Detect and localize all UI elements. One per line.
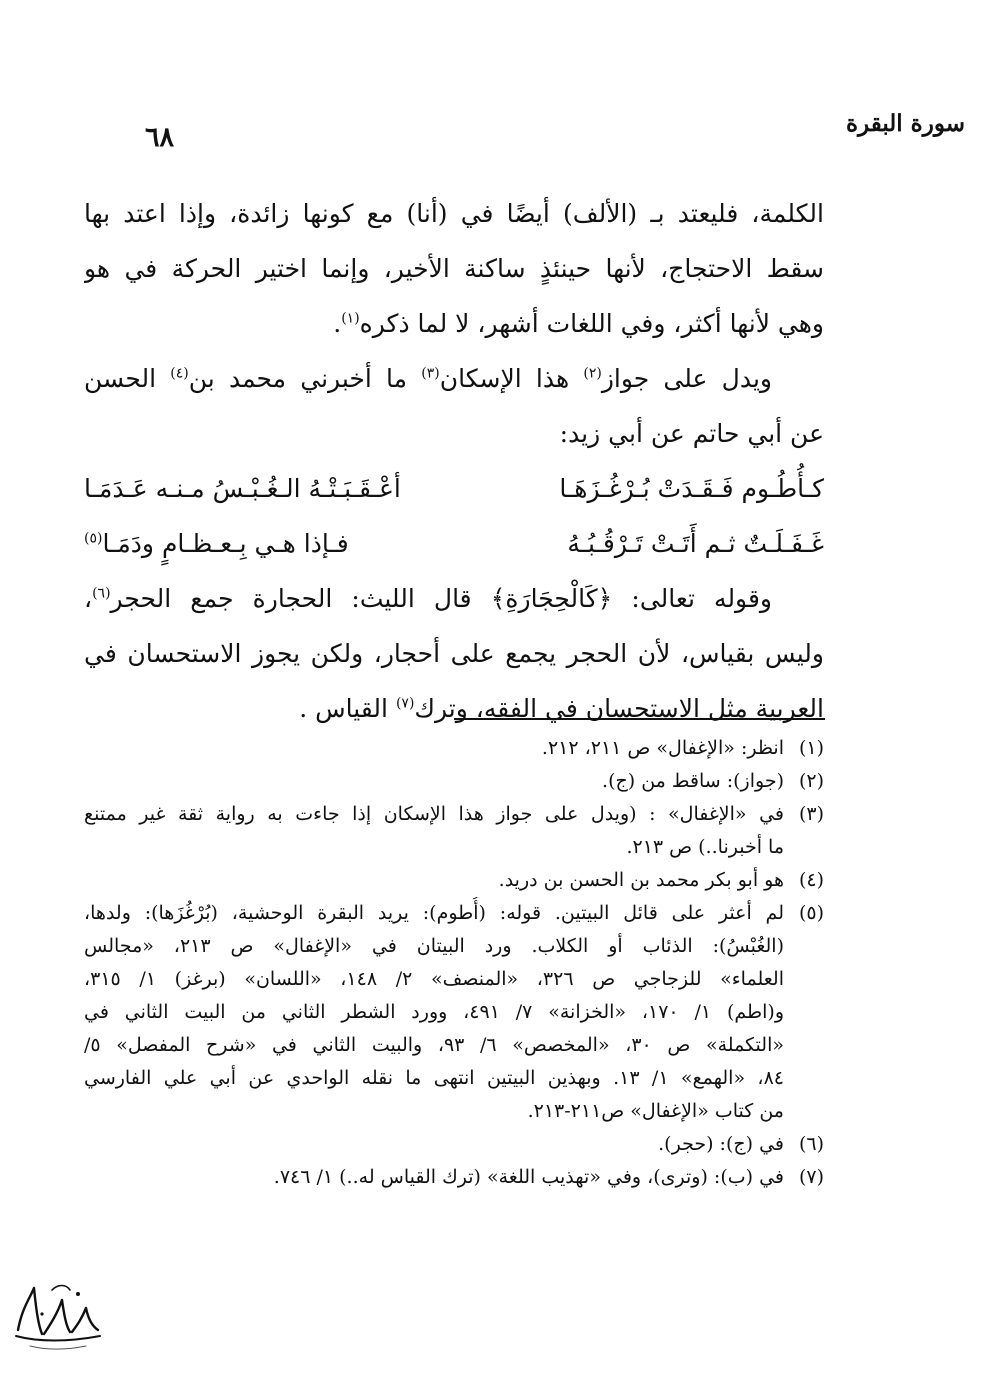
footnote-marker: (٥) <box>798 902 824 924</box>
footnote-item <box>84 1128 824 1161</box>
footnote-item <box>84 864 824 897</box>
main-line-text: القياس . <box>299 694 396 723</box>
surah-title: سورة البقرة <box>845 110 965 137</box>
main-line-text: ، <box>84 584 93 613</box>
footnote-ref: (١) <box>341 310 360 327</box>
footnote-line: في «الإغفال» : (ويدل على جواز هذا الإسكان إذا جاءت به رواية ثقة غير ممتنع <box>84 803 784 825</box>
footnote-line: (الغُبْسُ): الذئاب أو الكلاب. ورد البيتان في «الإغفال» ص ٢١٣، «مجالس <box>84 935 784 957</box>
main-line <box>84 626 824 681</box>
footnote-line: و(اطم) ١/ ١٧٠، «الخزانة» ٧/ ٤٩١، وورد الشطر الثاني من البيت الثاني في <box>84 1001 784 1023</box>
footnote-divider <box>454 718 825 720</box>
footnote-line: في (ب): (وترى)، وفي «تهذيب اللغة» (ترك القياس له..) ١/ ٧٤٦. <box>273 1166 784 1188</box>
main-line-text: الكلمة، فليعتد بـ (الألف) أيضًا في (أنا) مع كونها زائدة، وإذا اعتد بها <box>84 199 824 228</box>
verse-first-hemistich: غَـفَـلَـتٌ ثـم أَتَـتْ تَـرْقُـبُـهُ <box>567 529 824 558</box>
main-line-text: ويدل على جواز <box>601 364 772 393</box>
footnote-line: انظر: «الإغفال» ص ٢١١، ٢١٢. <box>541 737 784 759</box>
footnote-body <box>84 897 784 1128</box>
footnote-ref: (٢) <box>583 365 602 382</box>
footnote-line: (جواز): ساقط من (ج). <box>602 770 784 792</box>
footnote-body <box>84 1161 784 1194</box>
footnote-body <box>84 864 784 897</box>
main-line-text: العربية مثل الاستحسان في الفقه، وترك <box>414 694 824 723</box>
poem-verse <box>84 516 824 571</box>
footnote-item <box>84 732 824 765</box>
footnote-ref: (٣) <box>421 365 440 382</box>
main-line <box>84 241 824 296</box>
page-number: ٦٨ <box>145 122 175 153</box>
main-line-text: هذا الإسكان <box>439 364 584 393</box>
footnote-item <box>84 1161 824 1194</box>
main-line-text: وليس بقياس، لأن الحجر يجمع على أحجار، ولكن يجوز الاستحسان في <box>84 639 824 668</box>
footnote-marker: (٤) <box>798 869 824 891</box>
main-line-text: سقط الاحتجاج، لأنها حينئذٍ ساكنة الأخير، وإنما اختير الحركة في هو <box>84 254 824 283</box>
main-line <box>84 406 824 461</box>
footnote-marker: (٣) <box>798 803 824 825</box>
footnote-item <box>84 798 824 864</box>
footnote-ref: (٥) <box>84 530 103 547</box>
footnote-body <box>84 1128 784 1161</box>
footnote-line: هو أبو بكر محمد بن الحسن بن دريد. <box>498 869 784 891</box>
main-line-text: وقوله تعالى: ﴿كَالْحِجَارَةِ﴾ قال الليث: الحجارة جمع الحجر <box>110 584 772 613</box>
footnote-line: العلماء» للزجاجي ص ٣٢٦، «المنصف» ٢/ ١٤٨، «اللسان» (برغز) ١/ ٣١٥، <box>84 968 784 990</box>
poem-verse <box>84 461 824 516</box>
main-line-text: وهي لأنها أكثر، وفي اللغات أشهر، لا لما ذكره <box>359 309 824 338</box>
verse-second-hemistich: أعْـقَـبَـتْـهُ الـغُـبْـسُ مـنـه عَـدَمَـا <box>84 474 401 503</box>
footnote-line: ما أخبرنا..) ص ٢١٣. <box>626 836 784 858</box>
main-line-text: الحسن <box>84 364 171 393</box>
footnote-marker: (٢) <box>798 770 824 792</box>
verse-first-hemistich: كـأُطُـوم فَـقَـدَتْ بُـرْغُـزَهَـا <box>559 474 824 503</box>
main-line-text: عن أبي حاتم عن أبي زيد: <box>559 419 824 448</box>
main-line <box>84 296 824 351</box>
footnote-body <box>84 765 784 798</box>
verse-text: فـإذا هـي بِـعـظـامٍ ودَمَـا <box>102 529 349 558</box>
main-line-text: . <box>333 309 342 338</box>
footnotes <box>84 732 824 1194</box>
main-line <box>84 186 824 241</box>
main-text <box>84 186 824 736</box>
footnote-line: «التكملة» ص ٣٠، «المخصص» ٦/ ٩٣، والبيت الثاني في «شرح المفصل» ٥/ <box>84 1034 784 1056</box>
footnote-marker: (٧) <box>798 1166 824 1188</box>
footnote-marker: (١) <box>798 737 824 759</box>
main-line <box>84 351 824 406</box>
page-header <box>145 108 965 158</box>
footnote-ref: (٤) <box>170 365 189 382</box>
footnote-line: لم أعثر على قائل البيتين. قوله: (أُطوم): يريد البقرة الوحشية، (بُرْغُزَها): ولدها، <box>84 902 784 924</box>
footnote-ref: (٧) <box>395 695 415 712</box>
footnote-line: ٨٤، «الهمع» ١/ ١٣. وبهذين البيتين انتهى ما نقله الواحدي عن أبي علي الفارسي <box>84 1067 784 1089</box>
footnote-item <box>84 765 824 798</box>
main-line-text: ما أخبرني محمد بن <box>188 364 422 393</box>
publisher-logo-icon <box>12 1278 104 1358</box>
main-line <box>84 571 824 626</box>
publisher-logo-svg <box>12 1278 104 1358</box>
footnote-body <box>84 732 784 765</box>
main-line <box>84 681 824 736</box>
footnote-ref: (٦) <box>92 585 111 602</box>
verse-second-hemistich <box>84 516 349 571</box>
footnote-body <box>84 798 784 864</box>
footnote-marker: (٦) <box>798 1133 824 1155</box>
footnote-item <box>84 897 824 1128</box>
footnote-line: في (ج): (حجر). <box>658 1133 784 1155</box>
footnote-line: من كتاب «الإغفال» ص٢١١-٢١٣. <box>527 1100 784 1122</box>
